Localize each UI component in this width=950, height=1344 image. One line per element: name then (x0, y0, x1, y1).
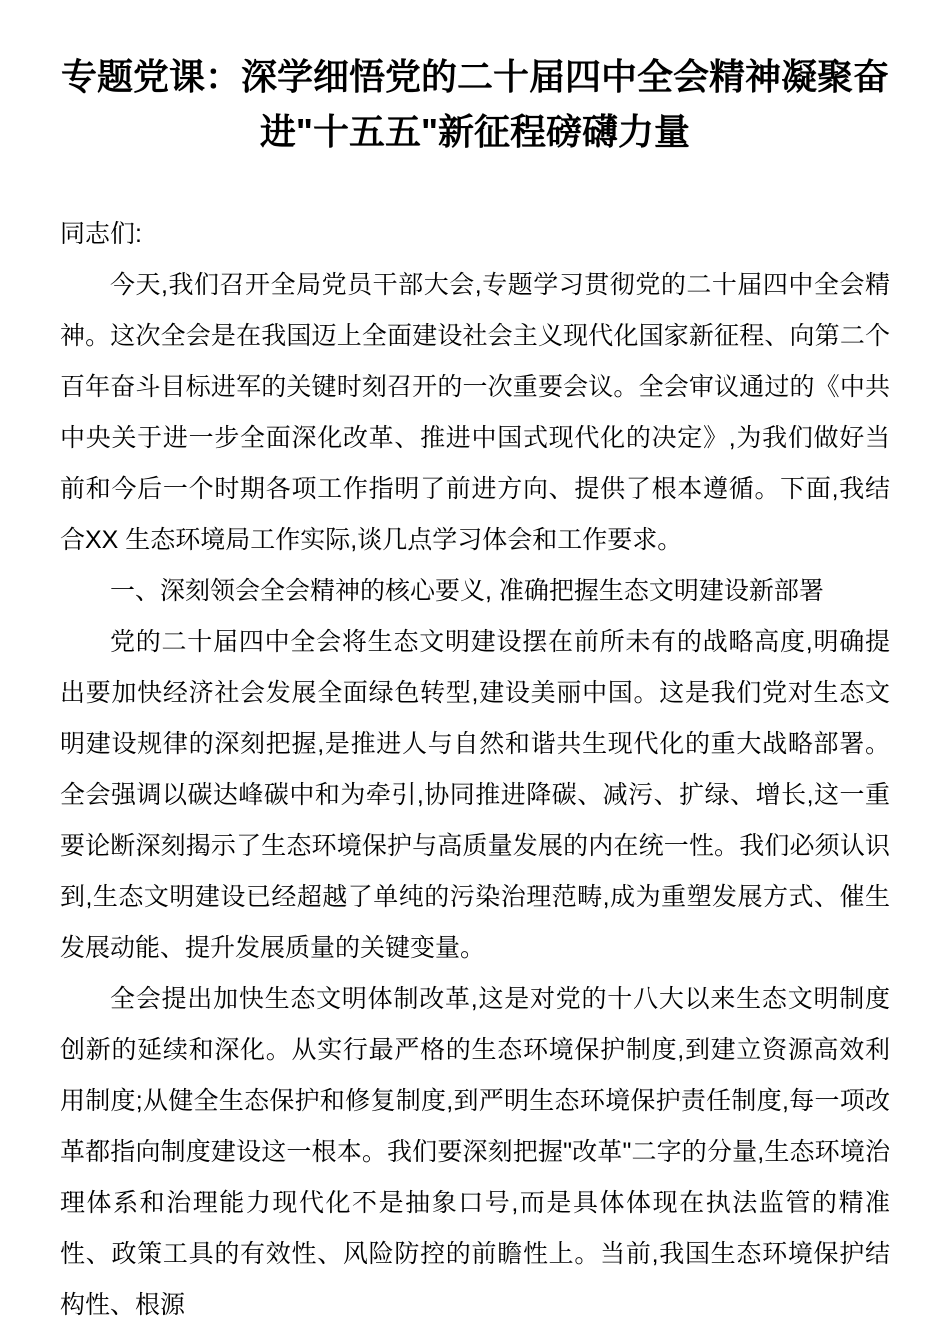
paragraph-section1-body1: 党的二十届四中全会将生态文明建设摆在前所未有的战略高度,明确提出要加快经济社会发展全面绿色转型,建设美丽中国。这是我们党对生态文明建设规律的深刻把握,是推进人与自然和谐共生现代化的重大战略部署。全会强调以碳达峰碳中和为牵引,协同推进降碳、减污、扩绿、增长,这一重要论断深刻揭示了生态环境保护与高质量发展的内在统一性。我们必须认识到,生态文明建设已经超越了单纯的污染治理范畴,成为重塑发展方式、催生发展动能、提升发展质量的关键变量。 (60, 628, 890, 963)
section-heading-1: 一、深刻领会全会精神的核心要义, 准确把握生态文明建设新部署 (110, 577, 824, 606)
document-title: 专题党课：深学细悟党的二十届四中全会精神凝聚奋进"十五五"新征程磅礴力量 (60, 56, 889, 152)
salutation: 同志们: (60, 220, 142, 249)
paragraph-section1-body2: 全会提出加快生态文明体制改革,这是对党的十八大以来生态文明制度创新的延续和深化。从实行最严格的生态环境保护制度,到建立资源高效利用制度;从健全生态保护和修复制度,到严明生态环境保护责任制度,每一项改革都指向制度建设这一根本。我们要深刻把握"改革"二字的分量,生态环境治理体系和治理能力现代化不是抽象口号,而是具体体现在执法监管的精准性、政策工具的有效性、风险防控的前瞻性上。当前,我国生态环境保护结构性、根源 (60, 985, 890, 1320)
document-body (60, 209, 890, 1331)
paragraph-opening: 今天,我们召开全局党员干部大会,专题学习贯彻党的二十届四中全会精神。这次全会是在我国迈上全面建设社会主义现代化国家新征程、向第二个百年奋斗目标进军的关键时刻召开的一次重要会议。全会审议通过的《中共中央关于进一步全面深化改革、推进中国式现代化的决定》,为我们做好当前和今后一个时期各项工作指明了前进方向、提供了根本遵循。下面,我结合XX 生态环境局工作实际,谈几点学习体会和工作要求。 (60, 271, 890, 555)
